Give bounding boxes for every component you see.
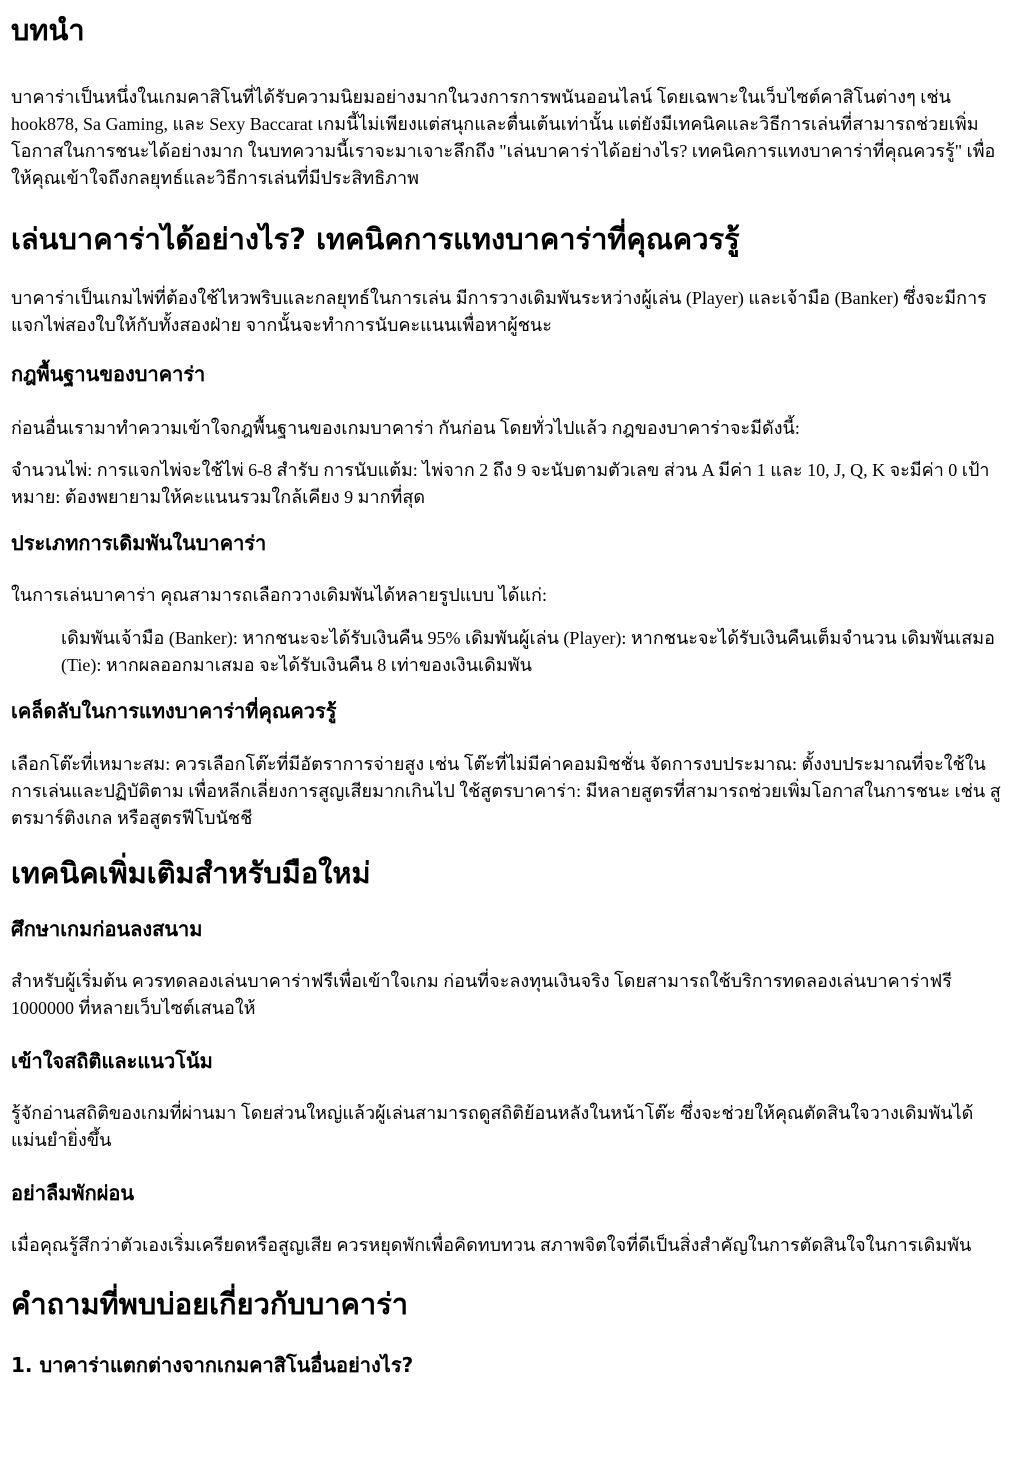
study-paragraph: สำหรับผู้เริ่มต้น ควรทดลองเล่นบาคาร่าฟรีเพื่อเข้าใจเกม ก่อนที่จะลงทุนเงินจริง โดยสามารถใช้บริการทดลองเล่นบาคาร่าฟรี 1000000 ที่หลายเว็บไซต์เสนอให้ — [11, 971, 952, 1018]
rest-paragraph: เมื่อคุณรู้สึกว่าตัวเองเริ่มเครียดหรือสูญเสีย ควรหยุดพักเพื่อคิดทบทวน สภาพจิตใจที่ดีเป็นสิ่งสำคัญในการตัดสินใจในการเดิมพัน — [11, 1235, 972, 1255]
article — [0, 12, 1024, 1379]
tips-heading: เคล็ดลับในการแทงบาคาร่าที่คุณควรรู้ — [11, 699, 337, 723]
tips-paragraph: เลือกโต๊ะที่เหมาะสม: ควรเลือกโต๊ะที่มีอัตราการจ่ายสูง เช่น โต๊ะที่ไม่มีค่าคอมมิชชั่น จัดการงบประมาณ: ตั้งงบประมาณที่จะใช้ในการเล่นและปฏิบัติตาม เพื่อหลีกเลี่ยงการสูญเสียมากเกินไป ใช้สูตรบาคาร่า: มีหลายสูตรที่สามารถช่วยเพิ่มโอกาสในการชนะ เช่น สูตรมาร์ติงเกล หรือสูตรฟีโบนัชชี — [11, 754, 1001, 828]
rest-heading: อย่าลืมพักผ่อน — [11, 1181, 135, 1205]
rules-intro-paragraph: ก่อนอื่นเรามาทำความเข้าใจกฎพื้นฐานของเกมบาคาร่า กันก่อน โดยทั่วไปแล้ว กฎของบาคาร่าจะมีดังนี้: — [11, 418, 800, 438]
stats-paragraph: รู้จักอ่านสถิติของเกมที่ผ่านมา โดยส่วนใหญ่แล้วผู้เล่นสามารถดูสถิติย้อนหลังในหน้าโต๊ะ ซึ่งจะช่วยให้คุณตัดสินใจวางเดิมพันได้แม่นยำยิ่งขึ้น — [11, 1103, 974, 1150]
main-paragraph: บาคาร่าเป็นเกมไพ่ที่ต้องใช้ไหวพริบและกลยุทธ์ในการเล่น มีการวางเดิมพันระหว่างผู้เล่น (Player) และเจ้ามือ (Banker) ซึ่งจะมีการแจกไพ่สองใบให้กับทั้งสองฝ่าย จากนั้นจะทำการนับคะแนนเพื่อหาผู้ชนะ — [11, 288, 987, 335]
main-heading: เล่นบาคาร่าได้อย่างไร? เทคนิคการแทงบาคาร่าที่คุณควรรู้ — [11, 222, 740, 256]
faq-heading: คำถามที่พบบ่อยเกี่ยวกับบาคาร่า — [11, 1287, 409, 1321]
intro-paragraph: บาคาร่าเป็นหนึ่งในเกมคาสิโนที่ได้รับความนิยมอย่างมากในวงการการพนันออนไลน์ โดยเฉพาะในเว็บไซต์คาสิโนต่างๆ เช่น hook878, Sa Gaming, และ Sexy Baccarat เกมนี้ไม่เพียงแต่สนุกและตื่นเต้นเท่านั้น แต่ยังมีเทคนิคและวิธีการเล่นที่สามารถช่วยเพิ่มโอกาสในการชนะได้อย่างมาก ในบทความนี้เราจะมาเจาะลึกถึง "เล่นบาคาร่าได้อย่างไร? เทคนิคการแทงบาคาร่าที่คุณควรรู้" เพื่อให้คุณเข้าใจถึงกลยุทธ์และวิธีการเล่นที่มีประสิทธิภาพ — [11, 87, 996, 188]
intro-heading: บทนำ — [11, 13, 85, 47]
beginner-heading: เทคนิคเพิ่มเติมสำหรับมือใหม่ — [11, 856, 371, 890]
faq-question-1: 1. บาคาร่าแตกต่างจากเกมคาสิโนอื่นอย่างไร? — [11, 1353, 414, 1377]
rules-detail-paragraph: จำนวนไพ่: การแจกไพ่จะใช้ไพ่ 6-8 สำรับ การนับแต้ม: ไพ่จาก 2 ถึง 9 จะนับตามตัวเลข ส่วน A มีค่า 1 และ 10, J, Q, K จะมีค่า 0 เป้าหมาย: ต้องพยายามให้คะแนนรวมใกล้เคียง 9 มากที่สุด — [11, 460, 990, 507]
study-heading: ศึกษาเกมก่อนลงสนาม — [11, 917, 203, 941]
bet-types-heading: ประเภทการเดิมพันในบาคาร่า — [11, 531, 267, 555]
bet-types-intro-paragraph: ในการเล่นบาคาร่า คุณสามารถเลือกวางเดิมพันได้หลายรูปแบบ ได้แก่: — [11, 585, 547, 605]
bet-types-list: เดิมพันเจ้ามือ (Banker): หากชนะจะได้รับเงินคืน 95% เดิมพันผู้เล่น (Player): หากชนะจะได้รับเงินคืนเต็มจำนวน เดิมพันเสมอ (Tie): หากผลออกมาเสมอ จะได้รับเงินคืน 8 เท่าของเงินเดิมพัน — [61, 628, 995, 675]
rules-heading: กฎพื้นฐานของบาคาร่า — [11, 362, 206, 386]
stats-heading: เข้าใจสถิติและแนวโน้ม — [11, 1049, 213, 1073]
